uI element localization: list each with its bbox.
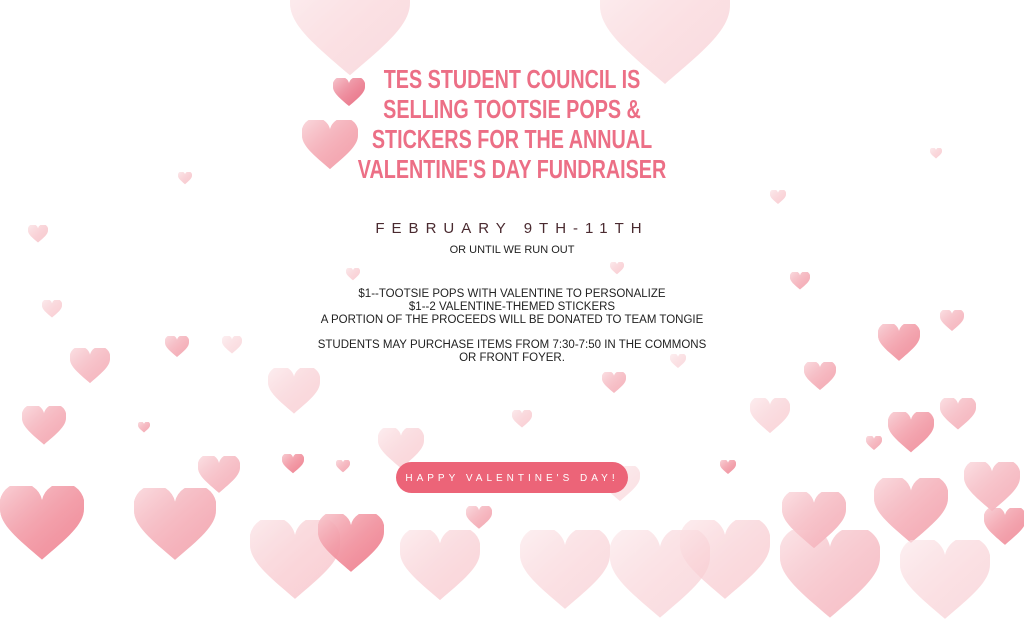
heart-icon [42, 300, 62, 318]
heart-icon [888, 412, 934, 454]
heart-icon [28, 225, 48, 243]
heart-icon [780, 530, 880, 622]
heart-icon [866, 436, 882, 451]
title-line: TES STUDENT COUNCIL IS [383, 64, 641, 94]
heart-icon [165, 336, 189, 358]
heart-icon [336, 460, 350, 473]
heart-icon [804, 362, 836, 391]
heart-icon [178, 172, 192, 185]
title-line: VALENTINE'S DAY FUNDRAISER [357, 154, 667, 184]
heart-icon [940, 310, 964, 332]
heart-icon [0, 486, 84, 563]
detail-line: $1--TOOTSIE POPS WITH VALENTINE TO PERSONALIZE [358, 288, 666, 300]
flyer-title [292, 64, 732, 184]
detail-line: A PORTION OF THE PROCEEDS WILL BE DONATED TO TEAM TONGIE [320, 314, 704, 326]
heart-icon [512, 410, 532, 428]
heart-icon [138, 420, 150, 431]
heart-icon [346, 268, 360, 281]
purchase-info: STUDENTS MAY PURCHASE ITEMS FROM 7:30-7:50 IN THE COMMONS OR FRONT FOYER. [317, 339, 707, 364]
heart-icon [318, 514, 384, 575]
heart-icon [930, 146, 942, 157]
heart-icon [22, 406, 66, 446]
heart-icon [466, 506, 492, 530]
event-dates: FEBRUARY 9TH-11TH [375, 220, 649, 237]
heart-icon [750, 398, 790, 435]
happy-valentines-button[interactable]: HAPPY VALENTINE'S DAY! [396, 462, 628, 493]
availability-note: OR UNTIL WE RUN OUT [449, 244, 575, 256]
heart-icon [964, 462, 1020, 514]
heart-icon [610, 262, 624, 275]
heart-icon [222, 336, 242, 354]
heart-icon [680, 520, 770, 603]
heart-icon [602, 372, 626, 394]
details [316, 288, 708, 365]
title-line: SELLING TOOTSIE POPS & [383, 94, 641, 124]
heart-icon [984, 508, 1024, 547]
title-line: STICKERS FOR THE ANNUAL [371, 124, 653, 154]
heart-icon [790, 272, 810, 290]
detail-line: $1--2 VALENTINE-THEMED STICKERS [408, 301, 616, 313]
heart-icon [134, 488, 216, 563]
heart-icon [520, 530, 610, 613]
heart-icon [874, 478, 948, 546]
heart-icon [282, 454, 304, 474]
heart-icon [770, 190, 786, 205]
heart-icon [878, 324, 920, 363]
heart-icon [400, 530, 480, 604]
heart-icon [720, 460, 736, 475]
heart-icon [900, 540, 990, 623]
heart-icon [70, 348, 110, 385]
heart-icon [940, 398, 976, 431]
heart-icon [268, 368, 320, 416]
